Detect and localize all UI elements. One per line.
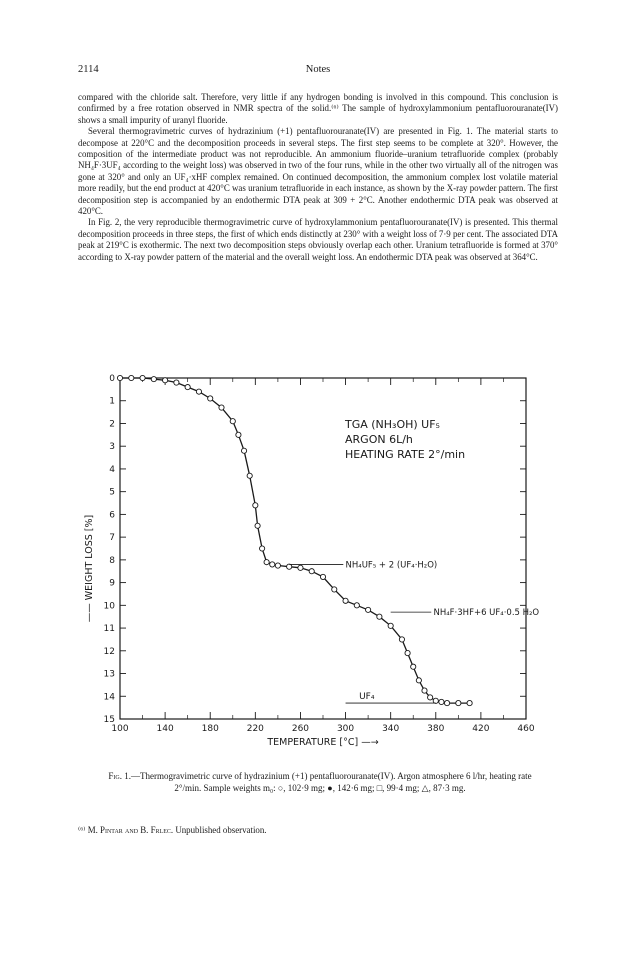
y-tick-label: 8 <box>109 555 115 566</box>
data-point <box>428 695 433 700</box>
x-tick-label: 260 <box>291 724 310 734</box>
x-tick-label: 340 <box>382 724 400 734</box>
y-tick-label: 14 <box>103 692 115 703</box>
footnote-authors: M. Pintar and B. Frlec. <box>87 825 174 835</box>
data-point <box>196 389 201 394</box>
data-point <box>456 700 461 705</box>
data-point <box>411 664 416 669</box>
x-tick-label: 380 <box>427 724 445 734</box>
figure-caption <box>100 770 540 794</box>
y-tick-label: 15 <box>103 715 115 725</box>
x-tick-label: 180 <box>201 724 219 734</box>
data-point <box>247 473 252 478</box>
data-point <box>129 375 134 380</box>
y-tick-label: 5 <box>109 487 115 498</box>
data-point <box>270 562 275 567</box>
y-tick-label: 0 <box>109 374 115 384</box>
data-point <box>332 587 337 592</box>
data-point <box>241 448 246 453</box>
data-point <box>255 523 260 528</box>
paragraph-1: compared with the chloride salt. Therefore, very little if any hydrogen bonding is involved in this compound. This conclusion is confirmed by a free rotation observed in NMR spectra of the solid.⁽⁶⁾ The sample of hydroxylammonium pentafluorouranate(IV) shows a small impurity of uranyl fluoride. <box>78 92 558 125</box>
data-point <box>467 700 472 705</box>
data-point <box>275 563 280 568</box>
x-tick-label: 220 <box>246 724 264 734</box>
y-tick-label: 7 <box>109 533 115 544</box>
paragraph-3: In Fig. 2, the very reproducible thermogravimetric curve of hydroxylammonium pentafluorouranate(IV) is presented. This thermal decomposition proceeds in three steps, the first of which ends distinctly at 230° with a weight loss of 7·9 per cent. The associated DTA peak at 219°C is exothermic. The next two decomposition steps obviously overlap each other. Uranium tetrafluoride is formed at 370° according to X-ray powder pattern of the material and the overall weight loss. An endothermic DTA peak was observed at 364°C. <box>78 217 558 262</box>
data-point <box>236 432 241 437</box>
footnote <box>78 825 558 836</box>
data-point <box>343 598 348 603</box>
x-axis-label: TEMPERATURE [°C] —→ <box>267 737 379 748</box>
data-point <box>260 546 265 551</box>
y-tick-label: 12 <box>103 646 115 657</box>
data-point <box>219 405 224 410</box>
footnote-mark: ⁽⁶⁾ <box>78 825 86 835</box>
y-tick-label: 13 <box>103 669 115 680</box>
data-point <box>140 375 145 380</box>
caption-label: Fig. 1. <box>108 771 131 781</box>
data-point <box>377 614 382 619</box>
y-tick-label: 3 <box>109 442 115 453</box>
data-point <box>439 699 444 704</box>
y-tick-label: 6 <box>109 510 115 521</box>
data-point <box>354 603 359 608</box>
plot-frame <box>120 378 526 719</box>
data-point <box>320 574 325 579</box>
x-tick-label: 460 <box>517 724 535 734</box>
data-point <box>298 565 303 570</box>
data-point <box>151 377 156 382</box>
page-number: 2114 <box>78 64 99 75</box>
annotation-label: NH₄UF₅ + 2 (UF₄·H₂O) <box>345 560 438 571</box>
chart-title-line: TGA (NH₃OH) UF₅ <box>345 418 440 431</box>
data-point <box>163 378 168 383</box>
data-point <box>185 384 190 389</box>
y-tick-label: 9 <box>109 578 115 589</box>
chart-title-line: ARGON 6L/h <box>345 433 413 446</box>
x-tick-label: 140 <box>156 724 174 734</box>
data-point <box>208 396 213 401</box>
data-point <box>117 375 122 380</box>
data-point <box>444 700 449 705</box>
y-tick-label: 1 <box>109 396 115 407</box>
annotation-label: NH₄F·3HF+6 UF₄·0.5 H₂O <box>433 608 540 619</box>
chart-title-line: HEATING RATE 2°/min <box>345 448 466 461</box>
data-point <box>230 419 235 424</box>
data-point <box>399 637 404 642</box>
y-axis-label: —— WEIGHT LOSS [%] <box>84 514 95 623</box>
data-point <box>405 650 410 655</box>
x-tick-label: 300 <box>336 724 355 734</box>
x-tick-label: 100 <box>111 724 129 734</box>
y-tick-label: 11 <box>103 624 115 635</box>
paragraph-2: Several thermogravimetric curves of hydrazinium (+1) pentafluorouranate(IV) are presented in Fig. 1. The material starts to decompose at 220°C and the decomposition proceeds in several steps. The first step seems to be complete at 320°. However, the composition of the intermediate product was not reproducible. An ammonium fluoride–uranium tetrafluoride complex (probably NH₄F·3UF₄ according to the weight loss) was observed in two of the four runs, while in the other two virtually all of the nitrogen was gone at 320° and only an UF₄·xHF complex remained. On continued decomposition, the ammonium complex lost volatile material more readily, but the end product at 420°C was uranium tetrafluoride in each instance, as shown by the X-ray powder pattern. The first decomposition step is accompanied by an endothermic DTA peak at 309 + 2°C. Another endothermic DTA peak was observed at 420°C. <box>78 126 558 217</box>
footnote-text: Unpublished observation. <box>175 825 267 835</box>
x-tick-label: 420 <box>472 724 490 734</box>
y-tick-label: 4 <box>109 464 115 475</box>
data-point <box>433 698 438 703</box>
header-title: Notes <box>305 64 331 75</box>
data-point <box>388 623 393 628</box>
data-point <box>174 380 179 385</box>
y-tick-label: 2 <box>109 419 115 430</box>
caption-text: —Thermogravimetric curve of hydrazinium (+1) pentafluorouranate(IV). Argon atmosphere 6 l/hr, heating rate 2°/min. Sample weights m₀: ○, 102·9 mg; ●, 142·6 mg; □, 99·4 mg; △, 87·3 mg. <box>130 771 532 793</box>
data-point <box>264 560 269 565</box>
data-point <box>416 678 421 683</box>
data-point <box>287 564 292 569</box>
data-point <box>366 607 371 612</box>
y-tick-label: 10 <box>103 601 115 612</box>
data-point <box>253 503 258 508</box>
data-point <box>309 569 314 574</box>
annotation-label: UF₄ <box>359 692 375 703</box>
data-point <box>422 688 427 693</box>
